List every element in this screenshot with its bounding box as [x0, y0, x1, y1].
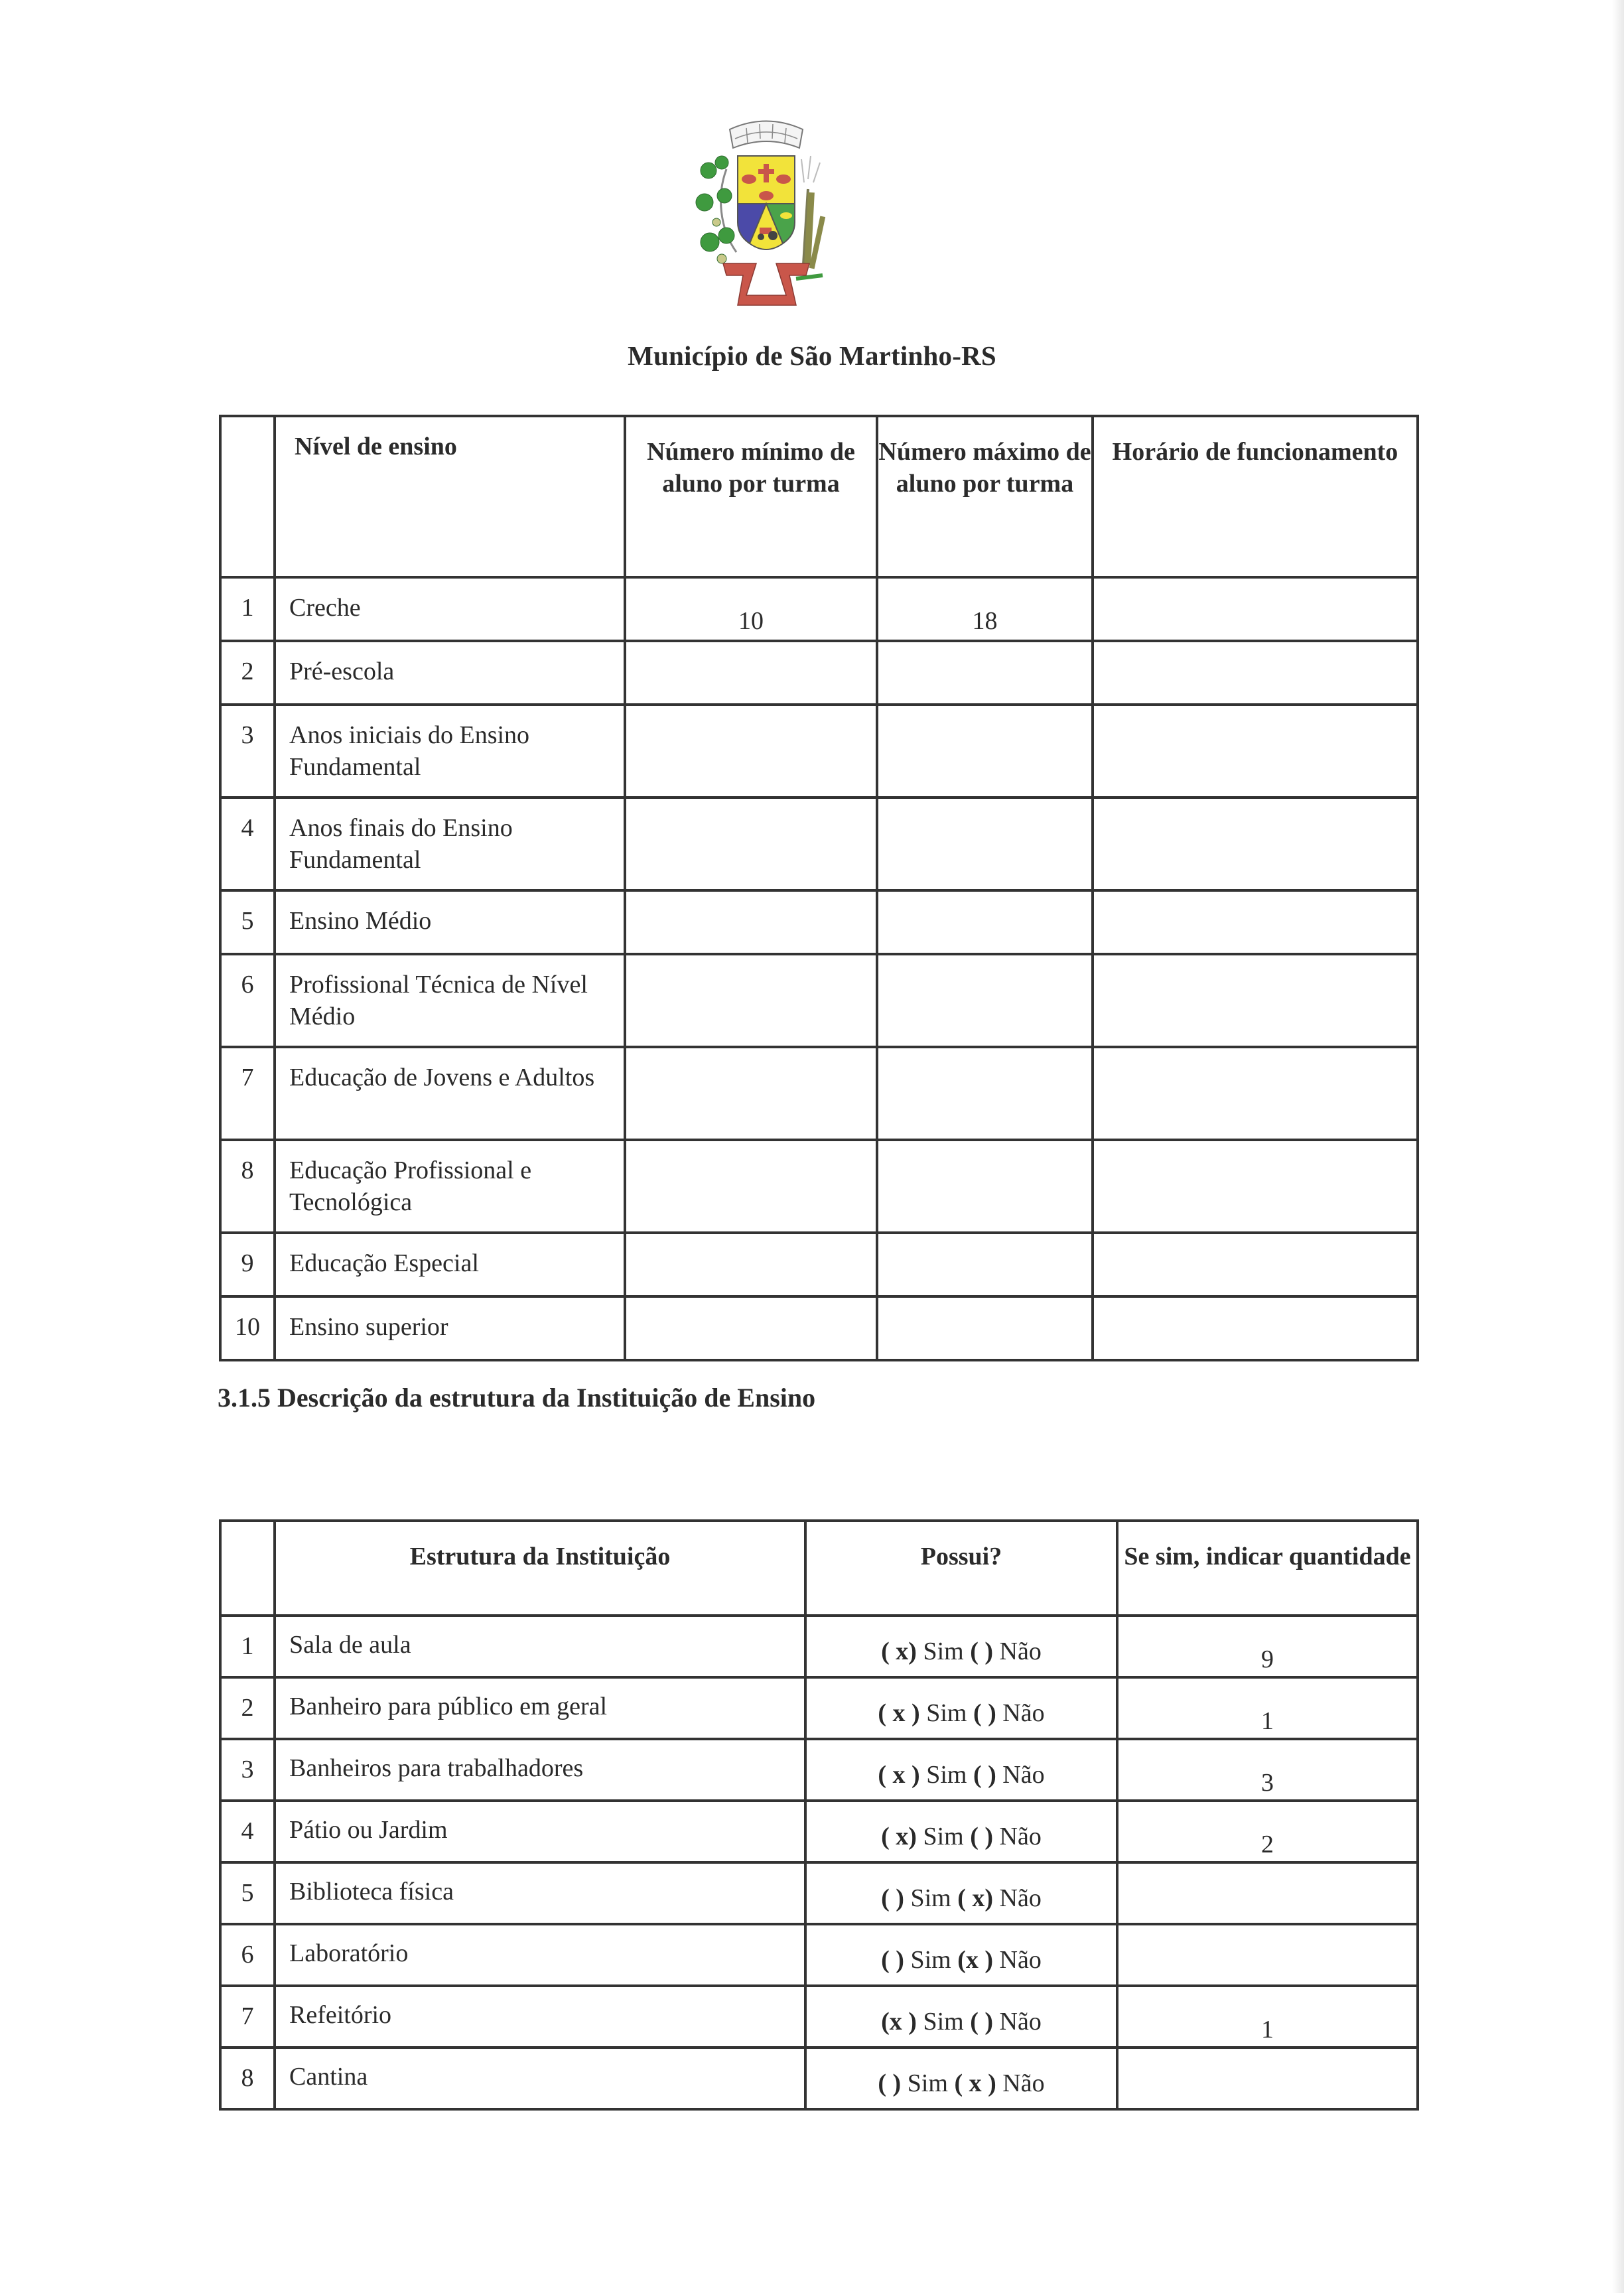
header-max-students: Número máximo de aluno por turma [877, 416, 1093, 577]
crest-crown [730, 121, 803, 149]
structure-item-label: Refeitório [275, 1986, 805, 2048]
checkbox-bracket: ) [984, 1823, 994, 1850]
table-row [220, 954, 1418, 1047]
checkbox-bracket: ) [984, 1946, 994, 1974]
max-students-value: 18 [877, 577, 1093, 641]
header-has: Possui? [805, 1521, 1117, 1616]
table-row [220, 1677, 1418, 1739]
has-answer-checkbox-text: ( x ) Sim ( ) Não [805, 1677, 1117, 1739]
header-level: Nível de ensino [275, 416, 625, 577]
table-row [220, 1616, 1418, 1677]
checkbox-bracket: ( [878, 2069, 887, 2097]
max-students-value [877, 641, 1093, 705]
checkbox-bracket: ) [988, 1699, 996, 1727]
education-level-label: Profissional Técnica de Nível Médio [275, 954, 625, 1047]
has-answer-checkbox-text: ( ) Sim ( x ) Não [805, 2048, 1117, 2109]
quantity-value [1117, 1862, 1418, 1924]
row-number: 5 [220, 1862, 275, 1924]
operating-hours-value [1093, 641, 1418, 705]
checkbox-bracket: ) [912, 1699, 920, 1727]
checkbox-bracket: ( [881, 1884, 890, 1912]
quantity-value [1117, 2048, 1418, 2109]
row-number: 2 [220, 1677, 275, 1739]
table-header-row [220, 416, 1418, 577]
checkbox-bracket: ( [973, 1761, 982, 1789]
operating-hours-value [1093, 1233, 1418, 1296]
operating-hours-value [1093, 890, 1418, 954]
education-level-label: Anos finais do Ensino Fundamental [275, 798, 625, 890]
education-level-label: Educação Profissional e Tecnológica [275, 1140, 625, 1233]
checkbox-bracket: ) [984, 1637, 994, 1665]
checkbox-bracket: ( [954, 2069, 963, 2097]
max-students-value [877, 798, 1093, 890]
quantity-value: 3 [1117, 1739, 1418, 1801]
row-number: 4 [220, 798, 275, 890]
table-row [220, 1047, 1418, 1140]
quantity-value [1117, 1924, 1418, 1986]
structure-item-label: Banheiros para trabalhadores [275, 1739, 805, 1801]
table-row [220, 1739, 1418, 1801]
checkbox-bracket: ) [988, 2069, 996, 2097]
education-level-label: Anos iniciais do Ensino Fundamental [275, 705, 625, 798]
row-number: 8 [220, 1140, 275, 1233]
has-answer-checkbox-text: ( ) Sim (x ) Não [805, 1924, 1117, 1986]
row-number: 6 [220, 954, 275, 1047]
municipality-title: Município de São Martinho-RS [628, 340, 996, 371]
min-students-value [625, 890, 877, 954]
min-students-value [625, 1140, 877, 1233]
operating-hours-value [1093, 954, 1418, 1047]
checkmark-x-icon: x [969, 2069, 982, 2097]
row-number: 7 [220, 1986, 275, 2048]
table-row [220, 1233, 1418, 1296]
checkbox-bracket: ( [957, 1946, 966, 1974]
structure-item-label: Sala de aula [275, 1616, 805, 1677]
checkbox-bracket: ) [912, 1761, 920, 1789]
max-students-value [877, 1296, 1093, 1360]
structure-item-label: Banheiro para público em geral [275, 1677, 805, 1739]
table-row [220, 641, 1418, 705]
min-students-value [625, 798, 877, 890]
section-heading: 3.1.5 Descrição da estrutura da Instituição de Ensino [218, 1383, 816, 1413]
row-number: 8 [220, 2048, 275, 2109]
quantity-value: 1 [1117, 1677, 1418, 1739]
checkbox-bracket: ( [957, 1884, 966, 1912]
min-students-value [625, 1296, 877, 1360]
checkmark-x-icon: x [965, 1946, 979, 1974]
structure-item-label: Cantina [275, 2048, 805, 2109]
checkmark-x-icon: x [972, 1884, 985, 1912]
min-students-value [625, 1047, 877, 1140]
table-row [220, 705, 1418, 798]
table-row [220, 1296, 1418, 1360]
table-row [220, 1986, 1418, 2048]
operating-hours-value [1093, 1140, 1418, 1233]
header-structure: Estrutura da Instituição [275, 1521, 805, 1616]
checkbox-bracket: ) [908, 2008, 917, 2036]
institution-structure-table [219, 1519, 1419, 2111]
min-students-value [625, 705, 877, 798]
checkbox-bracket: ) [896, 1884, 904, 1912]
table-header-row [220, 1521, 1418, 1616]
row-number: 5 [220, 890, 275, 954]
checkbox-bracket: ) [892, 2069, 902, 2097]
table-row [220, 2048, 1418, 2109]
checkmark-x-icon: x [892, 1699, 906, 1727]
quantity-value: 2 [1117, 1801, 1418, 1862]
education-level-label: Ensino superior [275, 1296, 625, 1360]
checkbox-bracket: ( [878, 1699, 887, 1727]
checkbox-bracket: ( [878, 1761, 887, 1789]
education-levels-table [219, 415, 1419, 1361]
max-students-value [877, 705, 1093, 798]
quantity-value: 9 [1117, 1616, 1418, 1677]
structure-item-label: Pátio ou Jardim [275, 1801, 805, 1862]
education-level-label: Educação de Jovens e Adultos [275, 1047, 625, 1140]
header-index [220, 416, 275, 577]
checkbox-bracket: ) [988, 1761, 996, 1789]
table-row [220, 890, 1418, 954]
min-students-value [625, 954, 877, 1047]
municipal-crest-icon [690, 116, 843, 309]
operating-hours-value [1093, 705, 1418, 798]
checkbox-bracket: ( [881, 1823, 890, 1850]
education-level-label: Pré-escola [275, 641, 625, 705]
checkbox-bracket: ) [896, 1946, 904, 1974]
has-answer-checkbox-text: ( ) Sim ( x) Não [805, 1862, 1117, 1924]
has-answer-checkbox-text: ( x ) Sim ( ) Não [805, 1739, 1117, 1801]
header-min-students: Número mínimo de aluno por turma [625, 416, 877, 577]
min-students-value: 10 [625, 577, 877, 641]
row-number: 2 [220, 641, 275, 705]
header-index [220, 1521, 275, 1616]
checkbox-bracket: ) [908, 1637, 917, 1665]
structure-item-label: Laboratório [275, 1924, 805, 1986]
education-level-label: Ensino Médio [275, 890, 625, 954]
row-number: 1 [220, 1616, 275, 1677]
max-students-value [877, 1233, 1093, 1296]
header-quantity: Se sim, indicar quantidade [1117, 1521, 1418, 1616]
education-level-label: Educação Especial [275, 1233, 625, 1296]
checkmark-x-icon: x [889, 2008, 902, 2036]
table-row [220, 1801, 1418, 1862]
has-answer-checkbox-text: (x ) Sim ( ) Não [805, 1986, 1117, 2048]
checkmark-x-icon: x [896, 1637, 909, 1665]
crest-right-wheat [796, 156, 825, 279]
table-row [220, 1140, 1418, 1233]
checkbox-bracket: ( [970, 2008, 979, 2036]
min-students-value [625, 641, 877, 705]
checkbox-bracket: ( [973, 1699, 982, 1727]
row-number: 3 [220, 705, 275, 798]
row-number: 9 [220, 1233, 275, 1296]
crest-ribbon [723, 263, 809, 305]
max-students-value [877, 1140, 1093, 1233]
has-answer-checkbox-text: ( x) Sim ( ) Não [805, 1801, 1117, 1862]
checkmark-x-icon: x [896, 1823, 909, 1850]
has-answer-checkbox-text: ( x) Sim ( ) Não [805, 1616, 1117, 1677]
min-students-value [625, 1233, 877, 1296]
table-row [220, 1862, 1418, 1924]
checkbox-bracket: ( [970, 1823, 979, 1850]
operating-hours-value [1093, 1047, 1418, 1140]
checkbox-bracket: ) [984, 1884, 994, 1912]
quantity-value: 1 [1117, 1986, 1418, 2048]
operating-hours-value [1093, 577, 1418, 641]
row-number: 4 [220, 1801, 275, 1862]
structure-item-label: Biblioteca física [275, 1862, 805, 1924]
checkbox-bracket: ( [881, 1946, 890, 1974]
max-students-value [877, 954, 1093, 1047]
crest-left-branch [696, 156, 736, 263]
row-number: 7 [220, 1047, 275, 1140]
education-level-label: Creche [275, 577, 625, 641]
table-row [220, 1924, 1418, 1986]
table-row [220, 577, 1418, 641]
checkbox-bracket: ( [881, 1637, 890, 1665]
row-number: 6 [220, 1924, 275, 1986]
header-hours: Horário de funcionamento [1093, 416, 1418, 577]
checkbox-bracket: ( [970, 1637, 979, 1665]
row-number: 3 [220, 1739, 275, 1801]
max-students-value [877, 1047, 1093, 1140]
checkbox-bracket: ) [984, 2008, 994, 2036]
operating-hours-value [1093, 798, 1418, 890]
max-students-value [877, 890, 1093, 954]
row-number: 10 [220, 1296, 275, 1360]
checkbox-bracket: ) [908, 1823, 917, 1850]
row-number: 1 [220, 577, 275, 641]
table-row [220, 798, 1418, 890]
checkbox-bracket: ( [881, 2008, 890, 2036]
checkmark-x-icon: x [892, 1761, 906, 1789]
operating-hours-value [1093, 1296, 1418, 1360]
